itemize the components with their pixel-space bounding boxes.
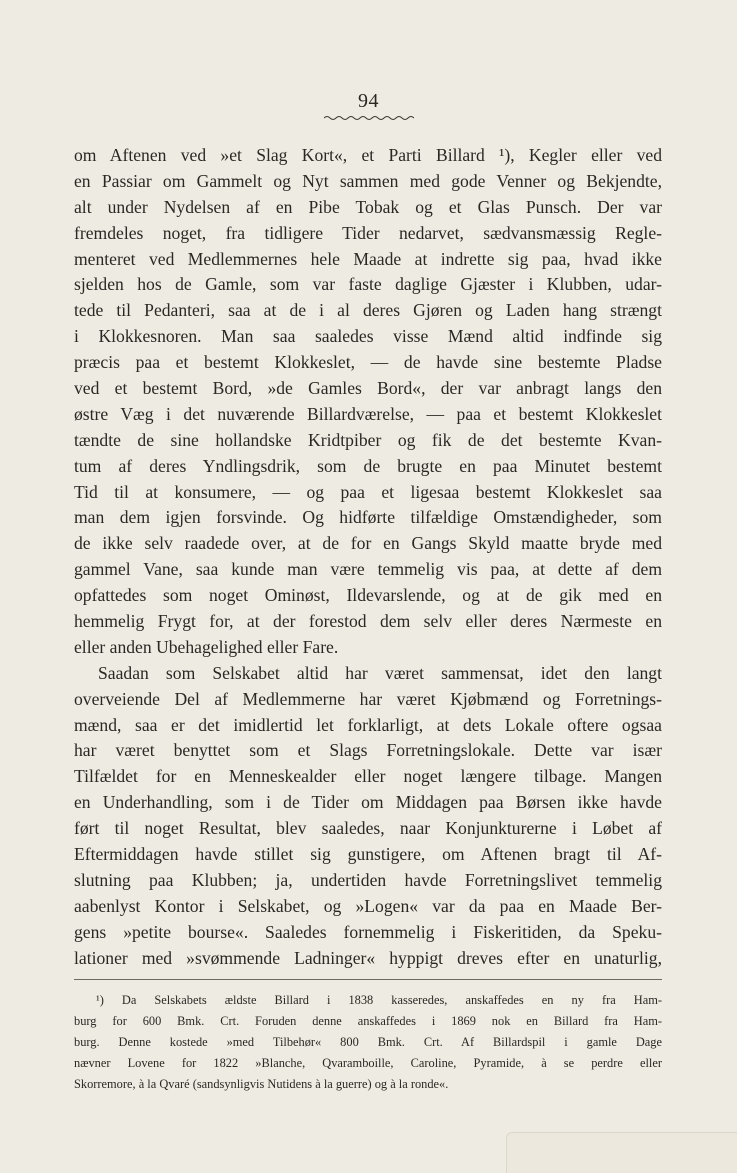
footnote-line: burg for 600 Bmk. Crt. Foruden denne anskaffedes i 1869 nok en Billard fra Ham- xyxy=(74,1014,662,1028)
text-line: Eftermiddagen havde stillet sig gunstigere, om Aftenen bragt til Af- xyxy=(74,844,662,865)
text-line: en Underhandling, som i de Tider om Middagen paa Børsen ikke havde xyxy=(74,792,662,813)
text-line: en Passiar om Gammelt og Nyt sammen med gode Venner og Bekjendte, xyxy=(74,170,662,191)
text-line: i Klokkesnoren. Man saa saaledes visse Mænd altid indfinde sig xyxy=(74,326,662,347)
text-line: menteret ved Medlemmernes hele Maade at indrette sig paa, hvad ikke xyxy=(74,248,662,269)
text-line: opfattedes som noget Ominøst, Ildevarslende, og at de gik med en xyxy=(74,585,662,606)
text-line: aabenlyst Kontor i Selskabet, og »Logen« var da paa en Maade Ber- xyxy=(74,895,662,916)
footnote-line: ¹) Da Selskabets ældste Billard i 1838 kasseredes, anskaffedes en ny fra Ham- xyxy=(96,993,662,1007)
footnote-line: nævner Lovene for 1822 »Blanche, Qvaramboille, Caroline, Pyramide, à se perdre eller xyxy=(74,1056,662,1070)
text-line: tum af deres Yndlingsdrik, som de brugte en paa Minutet bestemt xyxy=(74,455,662,476)
text-line: østre Væg i det nuværende Billardværelse, — paa et bestemt Klokkeslet xyxy=(74,403,662,424)
text-line: Saadan som Selskabet altid har været sammensat, idet den langt xyxy=(98,662,662,683)
text-line: slutning paa Klubben; ja, undertiden havde Forretningslivet temmelig xyxy=(74,869,662,890)
text-line: tændte de sine hollandske Kridtpiber og fik de det bestemte Kvan- xyxy=(74,429,662,450)
text-line: de ikke selv raadede over, at de for en Gangs Skyld maatte bryde med xyxy=(74,533,662,554)
text-line: man dem igjen forsvinde. Og hidførte tilfældige Omstændigheder, som xyxy=(74,507,662,528)
wavy-ornament-icon xyxy=(324,115,414,123)
footnote-line: Skorremore, à la Qvaré (sandsynligvis Nutidens à la guerre) og à la ronde«. xyxy=(74,1077,449,1091)
text-line: lationer med »svømmende Ladninger« hyppigt dreves efter en unaturlig, xyxy=(74,947,662,968)
text-line: har været benyttet som et Slags Forretningslokale. Dette var især xyxy=(74,740,662,761)
text-line: sjelden hos de Gamle, som var faste daglige Gjæster i Klubben, udar- xyxy=(74,274,662,295)
text-line: Tid til at konsumere, — og paa et ligesaa bestemt Klokkeslet saa xyxy=(74,481,662,502)
footnote-divider xyxy=(74,979,662,980)
text-line: præcis paa et bestemt Klokkeslet, — de havde sine bestemte Pladse xyxy=(74,352,662,373)
text-line: hemmelig Frygt for, at der forestod dem selv eller deres Nærmeste en xyxy=(74,611,662,632)
text-line: om Aftenen ved »et Slag Kort«, et Parti Billard ¹), Kegler eller ved xyxy=(74,145,662,165)
text-line: ved et bestemt Bord, »de Gamles Bord«, der var anbragt langs den xyxy=(74,378,662,399)
body-text xyxy=(74,143,662,972)
footnote-line: burg. Denne kostede »med Tilbehør« 800 Bmk. Crt. Af Billardspil i gamle Dage xyxy=(74,1035,662,1049)
text-line: Tilfældet for en Menneskealder eller noget længere tilbage. Mangen xyxy=(74,766,662,787)
page-number: 94 xyxy=(358,90,379,112)
page-edge-shadow xyxy=(506,1132,737,1173)
text-line: fremdeles noget, fra tidligere Tider nedarvet, sædvansmæssig Regle- xyxy=(74,222,662,243)
footnotes xyxy=(74,990,662,1095)
text-line: ført til noget Resultat, blev saaledes, naar Konjunkturerne i Løbet af xyxy=(74,818,662,839)
text-line: tede til Pedanteri, saa at de i al deres Gjøren og Laden hang strængt xyxy=(74,300,662,321)
text-line: gens »petite bourse«. Saaledes fornemmelig i Fiskeritiden, da Speku- xyxy=(74,921,662,942)
text-line: eller anden Ubehagelighed eller Fare. xyxy=(74,636,339,657)
text-line: mænd, saa er det imidlertid let forklarligt, at dets Lokale oftere ogsaa xyxy=(74,714,662,735)
text-line: alt under Nydelsen af en Pibe Tobak og et Glas Punsch. Der var xyxy=(74,196,662,217)
page-header xyxy=(0,90,737,123)
text-line: gammel Vane, saa kunde man være temmelig vis paa, at dette af dem xyxy=(74,559,662,580)
text-line: overveiende Del af Medlemmerne har været Kjøbmænd og Forretnings- xyxy=(74,688,662,709)
